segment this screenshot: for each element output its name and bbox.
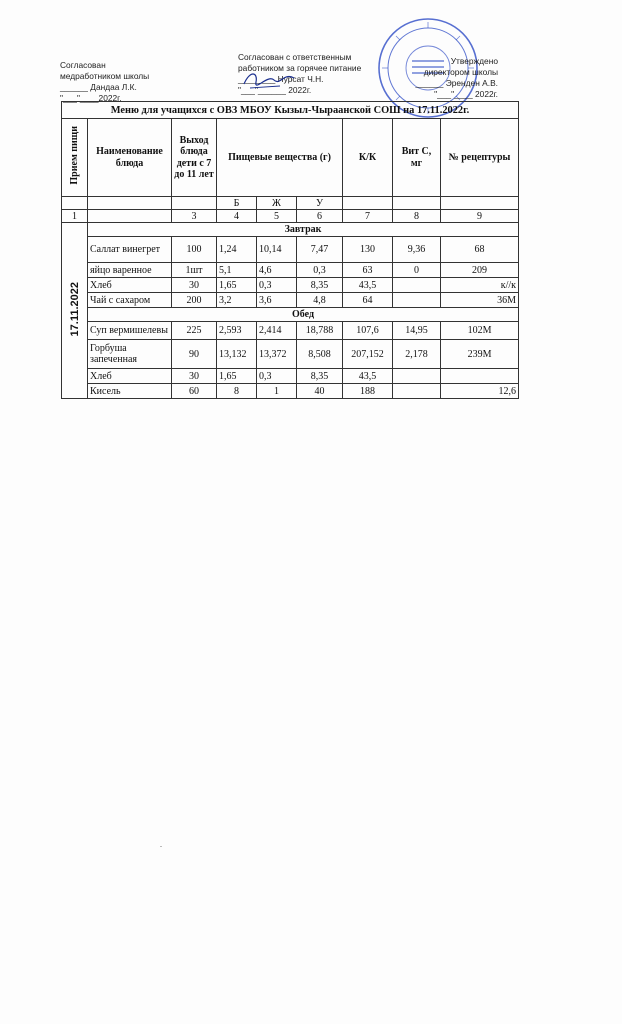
dish-protein: 1,24	[217, 237, 257, 263]
dish-protein: 1,65	[217, 278, 257, 293]
dish-recipe: 68	[441, 237, 519, 263]
table-row	[62, 322, 519, 340]
dish-fat: 1	[257, 384, 297, 399]
table-row	[62, 369, 519, 384]
column-number: 8	[393, 210, 441, 223]
dish-fat: 4,6	[257, 263, 297, 278]
table-row	[62, 237, 519, 263]
column-number: 3	[172, 210, 217, 223]
table-row	[62, 340, 519, 369]
dish-kcal: 64	[343, 293, 393, 308]
dish-vitc: 2,178	[393, 340, 441, 369]
dish-fat: 0,3	[257, 278, 297, 293]
column-number: 7	[343, 210, 393, 223]
dish-vitc	[393, 278, 441, 293]
dish-yield: 200	[172, 293, 217, 308]
menu-table	[61, 101, 519, 399]
dish-name: Чай с сахаром	[88, 293, 172, 308]
dish-carbs: 0,3	[297, 263, 343, 278]
approval-line: "___"____ 2022г.	[434, 89, 498, 99]
dish-carbs: 7,47	[297, 237, 343, 263]
dish-name: яйцо варенное	[88, 263, 172, 278]
approval-block-director	[408, 56, 498, 100]
nutrient-protein-header: Б	[217, 197, 257, 210]
column-number: 1	[62, 210, 88, 223]
column-header-meal: Прием пищи	[62, 119, 88, 197]
dish-carbs: 40	[297, 384, 343, 399]
menu-date-cell	[62, 223, 88, 399]
table-title-row	[62, 102, 519, 119]
section-row-lunch	[62, 308, 519, 322]
dish-protein: 13,132	[217, 340, 257, 369]
dish-protein: 5,1	[217, 263, 257, 278]
approval-line: Утверждено	[450, 56, 498, 66]
dish-yield: 100	[172, 237, 217, 263]
dish-recipe: 12,6	[441, 384, 519, 399]
column-header-nutrients: Пищевые вещества (г)	[217, 119, 343, 197]
column-number: 9	[441, 210, 519, 223]
column-number: 5	[257, 210, 297, 223]
approval-line: работником за горячее питание	[238, 63, 362, 73]
dish-carbs: 4,8	[297, 293, 343, 308]
dish-recipe: 102М	[441, 322, 519, 340]
dish-protein: 8	[217, 384, 257, 399]
dish-protein: 1,65	[217, 369, 257, 384]
dish-kcal: 130	[343, 237, 393, 263]
dish-recipe: 36М	[441, 293, 519, 308]
section-row-breakfast	[62, 223, 519, 237]
dish-kcal: 107,6	[343, 322, 393, 340]
dish-recipe: 239М	[441, 340, 519, 369]
column-number: 6	[297, 210, 343, 223]
dish-carbs: 18,788	[297, 322, 343, 340]
dish-kcal: 207,152	[343, 340, 393, 369]
table-row	[62, 263, 519, 278]
dish-fat: 3,6	[257, 293, 297, 308]
dish-fat: 13,372	[257, 340, 297, 369]
approval-line: медработником школы	[60, 71, 150, 81]
dish-name: Кисель	[88, 384, 172, 399]
dish-fat: 0,3	[257, 369, 297, 384]
dish-recipe: к//к	[441, 278, 519, 293]
dish-name: Горбуша запеченная	[88, 340, 172, 369]
column-header-recipe: № рецептуры	[441, 119, 519, 197]
column-header-yield: Выход блюда дети с 7 до 11 лет	[172, 119, 217, 197]
approval-line: ______ Эренден А.В.	[415, 78, 498, 88]
table-row	[62, 384, 519, 399]
nutrient-fat-header: Ж	[257, 197, 297, 210]
table-title: Меню для учащихся с ОВЗ МБОУ Кызыл-Чыраанской СОШ на 17.11.2022г.	[62, 102, 519, 119]
approval-line: Согласован с ответственным	[238, 52, 352, 62]
dish-carbs: 8,508	[297, 340, 343, 369]
column-header-vitc: Вит С, мг	[393, 119, 441, 197]
table-row	[62, 278, 519, 293]
table-header-row	[62, 119, 519, 197]
dish-vitc	[393, 369, 441, 384]
signature-icon	[240, 66, 300, 92]
column-number: 4	[217, 210, 257, 223]
dish-name: Хлеб	[88, 278, 172, 293]
approval-line: директором школы	[423, 67, 498, 77]
menu-date: 17.11.2022	[68, 281, 81, 337]
dish-kcal: 63	[343, 263, 393, 278]
dish-vitc: 9,36	[393, 237, 441, 263]
section-title: Завтрак	[88, 223, 519, 237]
dish-protein: 2,593	[217, 322, 257, 340]
dish-kcal: 43,5	[343, 369, 393, 384]
dish-yield: 225	[172, 322, 217, 340]
dish-vitc: 0	[393, 263, 441, 278]
column-number-row	[62, 210, 519, 223]
dish-name: Саллат винегрет	[88, 237, 172, 263]
approval-line: ________ Нурсат Ч.Н.	[238, 74, 324, 84]
dish-yield: 60	[172, 384, 217, 399]
dish-vitc	[393, 293, 441, 308]
dish-recipe: 209	[441, 263, 519, 278]
table-row	[62, 293, 519, 308]
column-header-dish: Наименование блюда	[88, 119, 172, 197]
dish-fat: 2,414	[257, 322, 297, 340]
approval-line: Согласован	[60, 60, 106, 70]
approval-line: "___"______ 2022г.	[238, 85, 312, 95]
dish-yield: 30	[172, 278, 217, 293]
scan-speck	[160, 846, 162, 847]
dish-recipe	[441, 369, 519, 384]
dish-carbs: 8,35	[297, 369, 343, 384]
dish-fat: 10,14	[257, 237, 297, 263]
dish-vitc	[393, 384, 441, 399]
dish-kcal: 188	[343, 384, 393, 399]
column-header-kcal: К/К	[343, 119, 393, 197]
dish-name: Хлеб	[88, 369, 172, 384]
approval-line: ______ Дандаа Л.К.	[60, 82, 137, 92]
nutrient-subheader-row	[62, 197, 519, 210]
section-title: Обед	[88, 308, 519, 322]
dish-vitc: 14,95	[393, 322, 441, 340]
nutrient-carb-header: У	[297, 197, 343, 210]
dish-yield: 1шт	[172, 263, 217, 278]
dish-carbs: 8,35	[297, 278, 343, 293]
approval-line: "___"____2022г.	[60, 93, 122, 103]
dish-yield: 90	[172, 340, 217, 369]
dish-protein: 3,2	[217, 293, 257, 308]
dish-yield: 30	[172, 369, 217, 384]
dish-kcal: 43,5	[343, 278, 393, 293]
approval-block-medical	[60, 60, 149, 104]
dish-name: Суп вермишелевы	[88, 322, 172, 340]
